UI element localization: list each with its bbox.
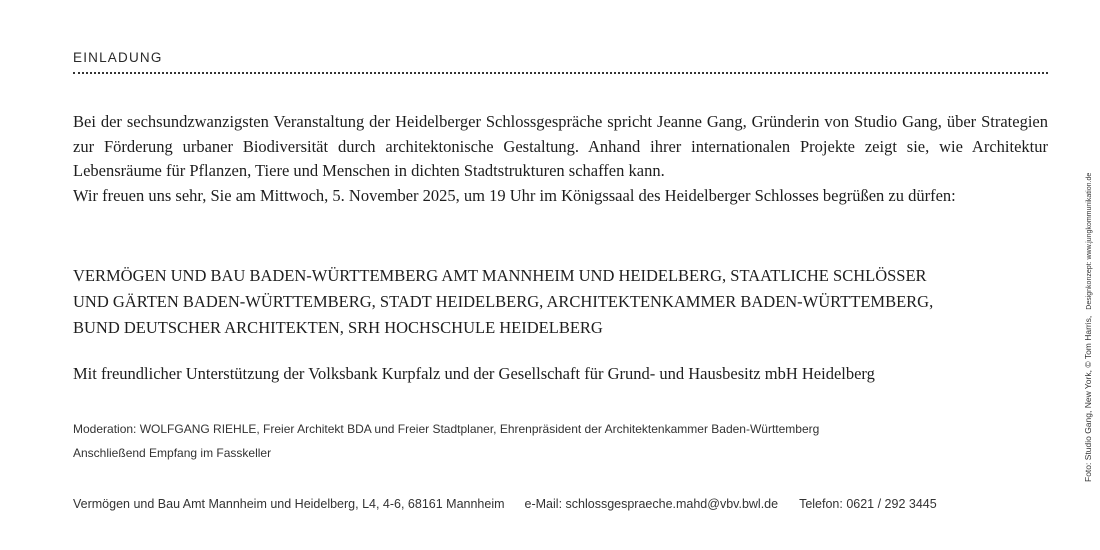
hosts-line-1: VERMÖGEN UND BAU BADEN-WÜRTTEMBERG AMT MANNHEIM UND HEIDELBERG, STAATLICHE SCHLÖSSER — [73, 266, 927, 285]
dotted-divider — [73, 72, 1048, 74]
intro-text — [73, 110, 1048, 208]
event-details — [73, 417, 1048, 465]
moderator-info: , Freier Architekt BDA und Freier Stadtplaner, Ehrenpräsident der Architektenkammer Baden-Württemberg — [256, 422, 820, 436]
moderation-line — [73, 417, 1048, 441]
photo-credit — [1083, 122, 1093, 482]
intro-paragraph-2: Wir freuen uns sehr, Sie am Mittwoch, 5. November 2025, um 19 Uhr im Königssaal des Heidelberger Schlosses begrüßen zu dürfen: — [73, 185, 956, 205]
reception-line: Anschließend Empfang im Fasskeller — [73, 446, 272, 460]
footer-email[interactable]: e-Mail: schlossgespraeche.mahd@vbv.bwl.de — [524, 497, 779, 511]
moderation-label: Moderation: — [73, 422, 140, 436]
moderator-name: WOLFGANG RIEHLE — [139, 422, 257, 436]
support-note: Mit freundlicher Unterstützung der Volksbank Kurpfalz und der Gesellschaft für Grund- und Hausbesitz mbH Heidelberg — [73, 364, 875, 383]
contact-footer — [73, 493, 1048, 515]
hosts-list — [73, 263, 1048, 341]
design-credit-text: Designkonzept: www.jungkommunikation.de — [1086, 172, 1093, 310]
invitation-heading: EINLADUNG — [73, 50, 163, 65]
photo-credit-text: Foto: Studio Gang, New York, © Tom Harris, — [1083, 315, 1093, 482]
intro-paragraph-1: Bei der sechsundzwanzigsten Veranstaltung der Heidelberger Schlossgespräche spricht Jeanne Gang, Gründerin von Studio Gang, über Strategien zur Förderung urbaner Biodiversität durch architektonische Gestaltung. Anhand ihrer internationalen Projekte zeigt sie, wie Architektur Lebensräume für Pflanzen, Tiere und Menschen in dichten Stadtstrukturen schaffen kann. — [73, 112, 1048, 180]
footer-phone[interactable]: Telefon: 0621 / 292 3445 — [799, 497, 937, 511]
hosts-line-2: UND GÄRTEN BADEN-WÜRTTEMBERG, STADT HEIDELBERG, ARCHITEKTENKAMMER BADEN-WÜRTTEMBERG, — [73, 292, 934, 311]
hosts-line-3: BUND DEUTSCHER ARCHITEKTEN, SRH HOCHSCHULE HEIDELBERG — [73, 318, 603, 337]
footer-address: Vermögen und Bau Amt Mannheim und Heidelberg, L4, 4-6, 68161 Mannheim — [73, 497, 505, 511]
